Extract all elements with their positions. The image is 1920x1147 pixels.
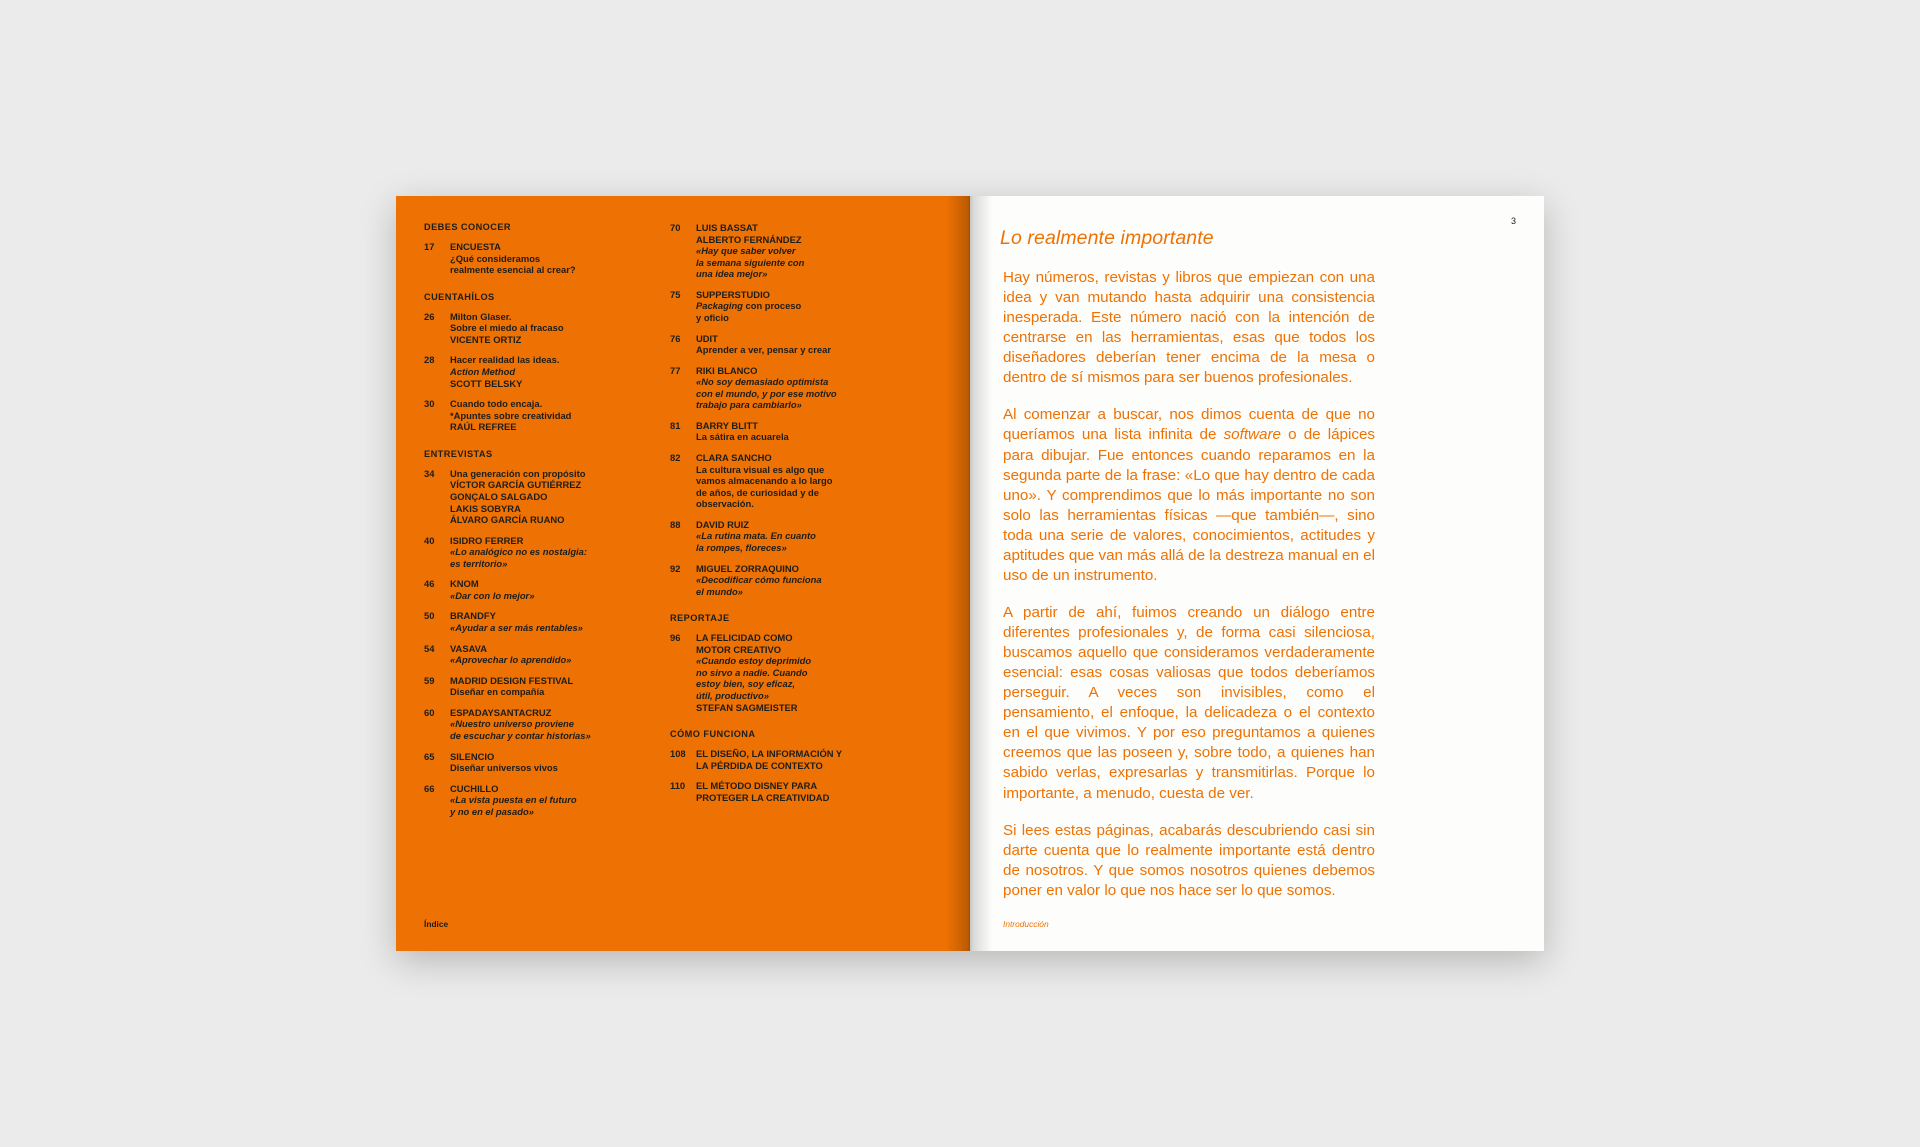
toc-entry-line: el mundo» [696,585,743,597]
toc-entry[interactable] [424,610,640,633]
toc-entry-line: la semana siguiente con [696,256,805,268]
toc-entry[interactable] [670,748,900,771]
toc-entry[interactable] [670,452,900,510]
toc-entry-text [696,632,900,713]
toc-entry-page-number: 28 [424,354,435,366]
toc-entry-line: MOTOR CREATIVO [696,643,782,655]
toc-entry-page-number: 26 [424,310,435,322]
toc-entry-line: ESPADAYSANTACRUZ [450,706,552,718]
toc-entry-line: «Cuando estoy deprimido [696,655,812,667]
intro-paragraph: Si lees estas páginas, acabarás descubriendo casi sin darte cuenta que lo realmente importante está dentro de nosotros. Y que somos nosotros quienes debemos poner en valor lo que nos hace ser lo que somos. [1003,821,1375,899]
toc-entry[interactable] [424,751,640,774]
toc-entry-line: PROTEGER LA CREATIVIDAD [696,791,830,803]
toc-entry-text [696,333,900,356]
toc-section-heading: DEBES CONOCER [424,222,512,232]
toc-entry-page-number: 77 [670,364,681,376]
toc-entry-line: «La rutina mata. En cuanto [696,530,816,542]
toc-entry-page-number: 110 [670,780,686,792]
toc-entry-line: Una generación con propósito [450,467,586,479]
toc-entry[interactable] [670,632,900,713]
toc-entry-text [450,468,640,526]
toc-entry[interactable] [670,519,900,554]
intro-paragraph: Hay números, revistas y libros que empiezan con una idea y van mutando hasta adquirir una consistencia inesperada. Este número nació con la intención de centrarse en las herramientas, esas que todos los diseñadores deberían tener encima de la mesa o dentro de sí mismos para ser buenos profesionales. [1003,269,1375,387]
toc-entry[interactable] [424,707,640,742]
toc-entry-line: ENCUESTA [450,241,501,253]
toc-entry-line: MADRID DESIGN FESTIVAL [450,674,574,686]
toc-entry[interactable] [424,783,640,818]
toc-entry-line: GONÇALO SALGADO [450,490,548,502]
toc-entry-page-number: 30 [424,398,435,410]
toc-entry-line: Aprender a ver, pensar y crear [696,344,831,356]
toc-entry-line: con el mundo, y por ese motivo [696,387,837,399]
toc-entry-line: estoy bien, soy eficaz, [696,678,795,690]
toc-entry-line: EL DISEÑO, LA INFORMACIÓN Y [696,748,843,760]
introduction-page [970,196,1544,951]
toc-entry-page-number: 70 [670,222,681,233]
toc-entry-line: RIKI BLANCO [696,364,758,376]
toc-entry-text [450,675,640,698]
toc-entry-line: LA FELICIDAD COMO [696,632,793,644]
toc-entry-line: ALBERTO FERNÁNDEZ [696,233,802,245]
toc-entry-page-number: 81 [670,419,681,431]
toc-entry-line: ¿Qué consideramos [450,252,541,264]
toc-entry-line: observación. [696,498,754,510]
toc-entry-line: SUPPERSTUDIO [696,288,770,300]
toc-entry-line: y no en el pasado» [450,805,534,817]
toc-entry-text [696,222,900,280]
toc-entry-text [696,563,900,598]
toc-section-heading: REPORTAJE [670,613,730,624]
toc-entry-line: LA PÉRDIDA DE CONTEXTO [696,759,823,771]
toc-column-1 [424,222,640,826]
toc-entry-text [450,783,640,818]
intro-paragraph: A partir de ahí, fuimos creando un diálogo entre diferentes profesionales y, de forma casi silenciosa, buscamos aquello que consideramos verdaderamente esencial: esas cosas valiosas que todos deberíamos perseguir. A veces son invisibles, como el pensamiento, el enfoque, la delicadeza o el contexto en el que vivimos. Y por eso preguntamos a quienes creemos que las poseen y, sobre todo, a quienes han sabido verlas, expresarlas y transmitirlas. Porque lo importante, a menudo, cuesta de ver. [1003,603,1375,802]
toc-entry-line: «Hay que saber volver [696,245,796,257]
toc-entry-text [450,643,640,666]
toc-section-heading: ENTREVISTAS [424,448,493,459]
toc-entry-page-number: 65 [424,750,435,762]
toc-entry-line: útil, productivo» [696,690,769,702]
toc-entry-page-number: 60 [424,706,435,718]
toc-entry-line: Milton Glaser. [450,310,512,322]
toc-entry[interactable] [670,780,900,803]
toc-entry-text [450,354,640,389]
toc-entry-line: no sirvo a nadie. Cuando [696,666,808,678]
toc-entry-page-number: 108 [670,748,686,760]
toc-entry[interactable] [424,354,640,389]
toc-entry-text [450,398,640,433]
toc-entry-line: de años, de curiosidad y de [696,486,819,498]
toc-entry-line: la rompes, floreces» [696,541,787,553]
toc-entry-page-number: 40 [424,534,435,546]
toc-entry-line: SCOTT BELSKY [450,377,523,389]
toc-entry-line: de escuchar y contar historias» [450,729,591,741]
toc-entry-line: «Aprovechar lo aprendido» [450,654,572,666]
toc-entry-line: «No soy demasiado optimista [696,376,829,388]
toc-entry-text [450,751,640,774]
toc-entry-line: ÁLVARO GARCÍA RUANO [450,514,565,526]
toc-entry-text [450,610,640,633]
toc-entry[interactable] [670,289,900,324]
toc-entry-line: «Dar con lo mejor» [450,589,535,601]
toc-entry-line: CUCHILLO [450,782,499,794]
toc-entry-line: La sátira en acuarela [696,431,789,443]
intro-paragraph: Al comenzar a buscar, nos dimos cuenta de que no queríamos una lista infinita de software o de lápices para dibujar. Fue entonces cuando reparamos en la segunda parte de la frase: «Lo que hay dentro de cada uno». Y comprendimos que lo más importante no son solo las herramientas físicas —que también—, sino toda una serie de valores, conocimientos, actitudes y aptitudes que van más allá de la destreza manual en el uso de un instrumento. [1003,406,1376,584]
toc-entry-line: La cultura visual es algo que [696,463,825,475]
toc-columns [424,222,944,826]
toc-entry-line: MIGUEL ZORRAQUINO [696,562,799,574]
toc-entry-line: «La vista puesta en el futuro [450,794,577,806]
toc-entry-line: VASAVA [450,642,487,654]
toc-entry-line: DAVID RUIZ [696,518,749,530]
toc-entry-page-number: 46 [424,578,435,590]
toc-section-heading: CÓMO FUNCIONA [670,729,756,740]
toc-entry-page-number: 50 [424,610,435,622]
toc-entry-text [696,452,900,510]
page-title: Lo realmente importante [1000,227,1214,250]
toc-entry[interactable] [670,563,900,598]
toc-column-2 [670,222,900,826]
toc-entry[interactable] [670,420,900,443]
toc-entry-line: STEFAN SAGMEISTER [696,701,798,713]
toc-entry-line: ISIDRO FERRER [450,534,524,546]
introduction-body [1003,268,1375,901]
folio-right: Introducción [1003,919,1049,929]
toc-entry-text [696,748,900,771]
toc-entry-page-number: 59 [424,674,435,686]
toc-entry-line: BRANDFY [450,610,496,622]
toc-entry-text [696,289,900,324]
toc-entry-line: Diseñar en compañía [450,686,545,698]
toc-entry-text [696,519,900,554]
toc-entry-text [450,707,640,742]
toc-entry-page-number: 66 [424,782,435,794]
toc-entry-text [696,420,900,443]
toc-entry-line: VICENTE ORTIZ [450,333,522,345]
toc-entry-line: Sobre el miedo al fracaso [450,322,564,334]
toc-entry-page-number: 75 [670,288,681,300]
toc-entry-line: Packaging con proceso [696,300,802,312]
toc-entry-line: BARRY BLITT [696,419,758,431]
table-of-contents-page [396,196,970,951]
toc-entry-line: LUIS BASSAT [696,222,758,233]
toc-entry[interactable] [670,222,900,280]
toc-entry-line: VÍCTOR GARCÍA GUTIÉRREZ [450,479,582,491]
toc-entry[interactable] [424,578,640,601]
toc-entry-page-number: 96 [670,632,681,644]
toc-entry-line: «Decodificar cómo funciona [696,574,822,586]
folio-left: Índice [424,919,449,929]
toc-entry[interactable] [424,535,640,570]
toc-entry-line: Cuando todo encaja. [450,398,543,410]
toc-entry-line: *Apuntes sobre creatividad [450,409,572,421]
toc-entry-text [450,535,640,570]
toc-entry[interactable] [424,241,640,276]
toc-entry-line: CLARA SANCHO [696,452,772,463]
toc-entry-line: RAÚL REFREE [450,421,517,433]
toc-entry-line: «Ayudar a ser más rentables» [450,622,583,634]
toc-entry-text [450,311,640,346]
toc-entry[interactable] [424,675,640,698]
toc-entry-page-number: 88 [670,518,681,530]
toc-entry[interactable] [424,643,640,666]
toc-entry[interactable] [424,311,640,346]
toc-entry-page-number: 76 [670,332,681,344]
toc-entry-line: Diseñar universos vivos [450,762,558,774]
toc-entry-line: vamos almacenando a lo largo [696,475,833,487]
toc-entry-page-number: 34 [424,467,435,479]
toc-entry-line: es territorio» [450,557,508,569]
toc-entry-line: SILENCIO [450,750,495,762]
toc-entry-line: UDIT [696,332,718,344]
toc-entry-text [450,241,640,276]
toc-entry-text [696,780,900,803]
toc-entry-page-number: 17 [424,241,435,253]
toc-entry-page-number: 54 [424,642,435,654]
toc-section-heading: CUENTAHÍLOS [424,291,495,302]
toc-entry-line: Hacer realidad las ideas. [450,354,560,366]
toc-entry-line: realmente esencial al crear? [450,264,576,276]
toc-entry-line: trabajo para cambiarlo» [696,399,802,411]
toc-entry-page-number: 92 [670,562,681,574]
toc-entry-page-number: 82 [670,452,681,463]
toc-entry-line: KNOM [450,578,479,590]
toc-entry-line: Action Method [450,366,516,377]
toc-entry[interactable] [670,333,900,356]
page-number: 3 [1510,216,1516,226]
toc-entry-line: LAKIS SOBYRA [450,502,521,514]
toc-entry-text [450,578,640,601]
toc-entry[interactable] [670,365,900,411]
toc-entry-line: EL MÉTODO DISNEY PARA [696,780,818,792]
toc-entry-line: «Nuestro universo proviene [450,718,574,730]
toc-entry-line: «Lo analógico no es nostalgia: [450,546,587,558]
toc-entry[interactable] [424,398,640,433]
magazine-spread [396,196,1544,951]
toc-entry-line: una idea mejor» [696,268,768,280]
toc-entry-text [696,365,900,411]
toc-entry-line: y oficio [696,311,729,323]
toc-entry[interactable] [424,468,640,526]
